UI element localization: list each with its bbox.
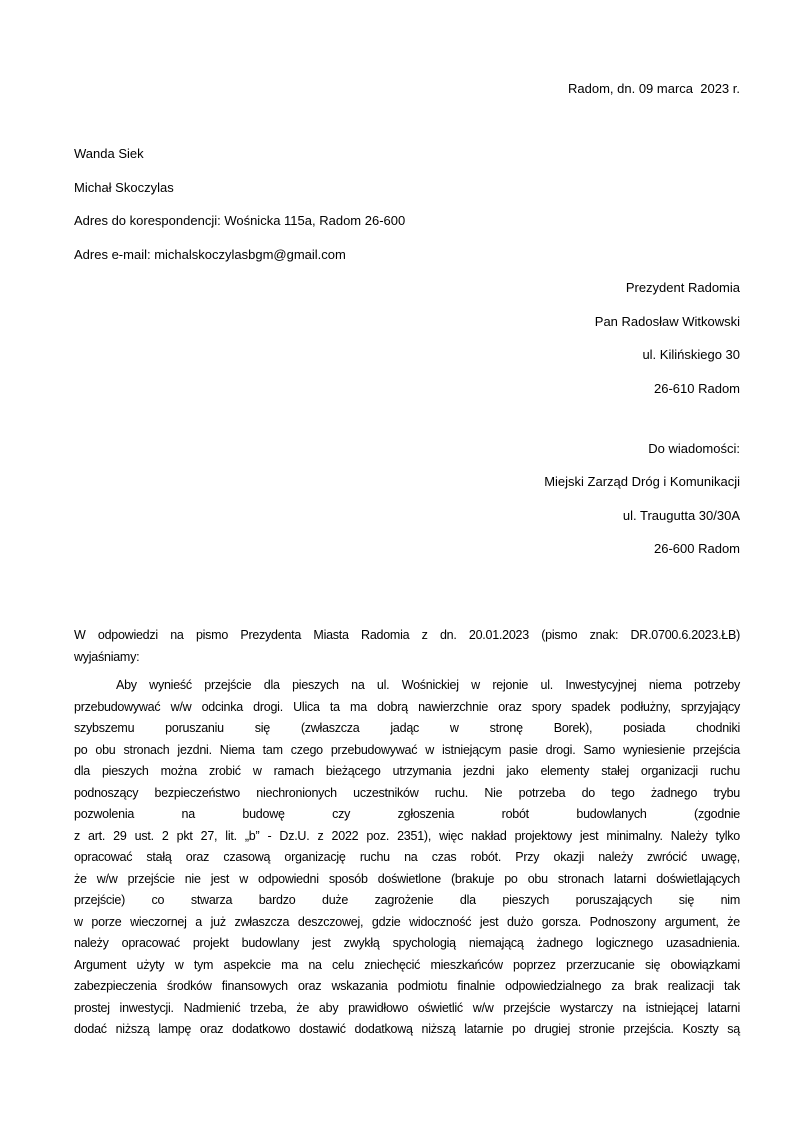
intro-line: wyjaśniamy:: [74, 650, 140, 664]
recipient-city: 26-610 Radom: [654, 380, 740, 396]
cc-heading: Do wiadomości:: [648, 440, 740, 456]
cc-organization: Miejski Zarząd Dróg i Komunikacji: [544, 474, 740, 489]
body-line: prostej inwestycji. Nadmienić trzeba, że aby prawidłowo oświetlić w/w przejście wystarczy na istniejącej latarni: [74, 1000, 740, 1015]
date-line: Radom, dn. 09 marca 2023 r.: [568, 81, 740, 96]
cc-city: 26-600 Radom: [654, 541, 740, 556]
recipient-street: ul. Kilińskiego 30: [642, 347, 740, 362]
body-line: Aby wynieść przejście dla pieszych na ul. Wośnickiej w rejonie ul. Inwestycyjnej niema potrzeby: [116, 678, 740, 692]
body-line: z art. 29 ust. 2 pkt 27, lit. „b” - Dz.U. z 2022 poz. 2351), więc nakład projektowy jest minimalny. Należy tylko: [74, 828, 740, 843]
sender-name-1: Wanda Siek: [74, 146, 144, 161]
cc-street: ul. Traugutta 30/30A: [622, 507, 740, 523]
sender-name-2: Michał Skoczylas: [74, 179, 174, 195]
body-line: szybszemu poruszaniu się (zwłaszcza jadąc w stronę Borek), posiada chodniki: [74, 721, 740, 735]
body-line: Argument użyty w tym aspekcie ma na celu zniechęcić mieszkańców poprzez przerzucanie się obowiązkami: [74, 957, 740, 972]
body-line: w porze wieczornej a już zwłaszcza deszczowej, gdzie widoczność jest dużo gorsza. Podnoszony argument, że: [74, 914, 740, 929]
body-line: należy opracować projekt budowlany jest zwykłą spychologią niemającą żadnego logicznego uzasadnienia.: [74, 936, 740, 950]
body-line: opracować stałą oraz czasową organizację ruchu na czas robót. Przy okazji należy zwrócić uwagę,: [74, 850, 740, 864]
body-paragraph: [74, 675, 740, 1041]
body-line: po obu stronach jezdni. Niema tam czego przebudowywać w istniejącym pasie drogi. Samo wyniesienie przejścia: [74, 742, 740, 757]
body-line: dodać niższą lampę oraz dodatkowo dostawić dodatkową niższą latarnie po drugiej stronie przejścia. Koszty są: [74, 1022, 740, 1036]
body-line: że w/w przejście nie jest w odpowiedni sposób doświetlone (brakuje po obu stronach latarni doświetlających: [74, 871, 740, 886]
body-line: przejście) co stwarza bardzo duże zagrożenie dla pieszych poruszających się nim: [74, 893, 740, 907]
body-line: dla pieszych można zrobić w ramach bieżącego utrzymania jezdni jako elementy stałej organizacji ruchu: [74, 764, 740, 778]
sender-postal-address: Adres do korespondencji: Wośnicka 115a, Radom 26-600: [74, 213, 406, 228]
recipient-block: [74, 277, 740, 400]
sender-block: [74, 143, 740, 266]
body-line: zabezpieczenia środków finansowych oraz wskazania podmiotu finalnie odpowiedzialnego za brak realizacji tak: [74, 979, 740, 993]
sender-email: Adres e-mail: michalskoczylasbgm@gmail.com: [74, 246, 346, 262]
body-line: podnoszący bezpieczeństwo niechronionych uczestników ruchu. Nie potrzeba do tego żadnego trybu: [74, 785, 740, 800]
intro-paragraph: [74, 624, 740, 668]
recipient-title: Prezydent Radomia: [625, 280, 740, 295]
body-line: przebudowywać w/w odcinka drogi. Ulica ta ma dobrą nawierzchnie oraz spory spadek podłużny, sprzyjający: [74, 699, 740, 714]
recipient-name: Pan Radosław Witkowski: [594, 313, 740, 329]
cc-block: [74, 438, 740, 561]
body-line: pozwolenia na budowę czy zgłoszenia robót budowlanych (zgodnie: [74, 807, 740, 821]
intro-line: W odpowiedzi na pismo Prezydenta Miasta Radomia z dn. 20.01.2023 (pismo znak: DR.0700.6.2023.ŁB): [74, 628, 740, 642]
